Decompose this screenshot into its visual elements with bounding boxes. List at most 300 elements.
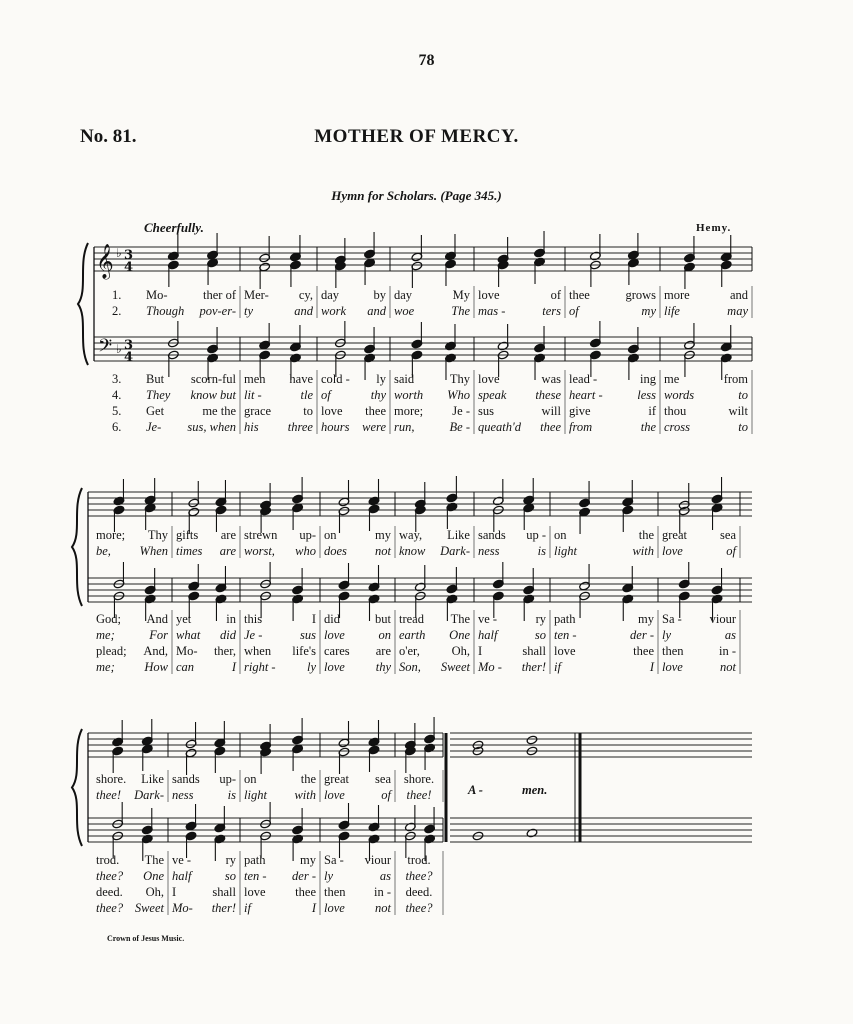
lyric-syllable: tle bbox=[300, 388, 313, 402]
lyric-measure bbox=[394, 288, 470, 303]
lyric-syllable: ten - bbox=[244, 869, 267, 883]
lyric-syllable: life bbox=[664, 304, 680, 318]
lyric-measure bbox=[244, 612, 316, 627]
lyric-syllable: deed. bbox=[405, 885, 433, 899]
lyric-syllable: trod. bbox=[407, 853, 431, 867]
lyric-syllable: ther! bbox=[211, 901, 236, 915]
lyric-syllable: ty bbox=[244, 304, 254, 318]
lyric-syllable: way, bbox=[399, 528, 423, 542]
lyric-syllable: thee? bbox=[405, 869, 433, 883]
lyric-measure bbox=[96, 612, 168, 627]
lyric-syllable: sus bbox=[478, 404, 494, 418]
lyric-measure bbox=[321, 304, 386, 319]
lyric-measure bbox=[96, 885, 164, 900]
lyric-measure bbox=[176, 644, 236, 659]
lyric-syllable: my bbox=[641, 304, 656, 318]
lyric-syllable: Thy bbox=[147, 528, 168, 542]
lyric-measure bbox=[244, 388, 313, 403]
lyric-syllable: thy bbox=[375, 660, 391, 674]
lyric-syllable: more; bbox=[96, 528, 126, 542]
lyric-measure bbox=[96, 528, 168, 543]
lyric-syllable: earth bbox=[399, 628, 426, 642]
lyric-syllable: but bbox=[375, 612, 391, 626]
lyric-syllable: then bbox=[324, 885, 346, 899]
lyric-measure bbox=[244, 869, 316, 884]
lyric-syllable: Mer- bbox=[244, 288, 269, 302]
lyric-syllable: more; bbox=[394, 404, 424, 418]
lyric-measure bbox=[662, 660, 736, 675]
lyric-measure bbox=[244, 885, 316, 900]
lyric-syllable: thee! bbox=[406, 788, 432, 802]
lyric-measure bbox=[662, 628, 736, 643]
page-number: 78 bbox=[418, 52, 435, 69]
lyric-syllable: thee? bbox=[96, 901, 124, 915]
lyric-syllable: speak bbox=[478, 388, 507, 402]
lyric-syllable: give bbox=[569, 404, 591, 418]
lyric-syllable: ly bbox=[662, 628, 672, 642]
lyric-measure bbox=[478, 612, 546, 627]
lyric-measure bbox=[146, 372, 236, 387]
lyric-measure bbox=[321, 404, 386, 419]
lyric-measure bbox=[146, 404, 236, 419]
lyric-measure bbox=[399, 544, 470, 559]
lyric-measure bbox=[478, 628, 546, 643]
lyric-syllable: thee? bbox=[405, 901, 433, 915]
lyric-syllable: great bbox=[324, 772, 349, 786]
lyric-measure bbox=[176, 528, 236, 543]
lyric-measure bbox=[321, 288, 386, 303]
lyric-syllable: The bbox=[451, 304, 470, 318]
lyric-syllable: day bbox=[321, 288, 340, 302]
lyric-syllable: Like bbox=[141, 772, 164, 786]
lyric-syllable: is bbox=[537, 544, 546, 558]
lyric-measure bbox=[96, 660, 168, 675]
lyric-measure bbox=[662, 528, 736, 543]
lyric-syllable: scorn-ful bbox=[190, 372, 236, 386]
composer-name: Hemy. bbox=[696, 222, 732, 234]
lyric-measure bbox=[96, 628, 168, 643]
lyric-syllable: Sa - bbox=[662, 612, 682, 626]
bass-clef-icon: 𝄢 bbox=[98, 336, 113, 361]
lyric-syllable: will bbox=[541, 404, 561, 418]
lyric-syllable: My bbox=[452, 288, 470, 302]
lyric-syllable: by bbox=[373, 288, 386, 302]
lyric-syllable: did bbox=[324, 612, 340, 626]
lyric-syllable: ve - bbox=[478, 612, 498, 626]
lyric-syllable: of bbox=[726, 544, 736, 558]
lyric-measure bbox=[172, 853, 236, 868]
lyric-syllable: less bbox=[637, 388, 656, 402]
lyric-syllable: sands bbox=[478, 528, 506, 542]
lyric-syllable: thee bbox=[365, 404, 386, 418]
lyric-syllable: with bbox=[294, 788, 316, 802]
lyric-syllable: from bbox=[723, 372, 748, 386]
lyric-syllable: I bbox=[311, 612, 316, 626]
lyric-syllable: and bbox=[294, 304, 313, 318]
lyric-syllable: Though bbox=[146, 304, 185, 318]
lyric-syllable: tread bbox=[399, 612, 424, 626]
lyric-measure bbox=[569, 304, 656, 319]
lyric-measure bbox=[394, 372, 470, 387]
lyric-syllable: Be - bbox=[449, 420, 470, 434]
lyric-measure bbox=[96, 544, 168, 559]
lyric-syllable: Sa - bbox=[324, 853, 344, 867]
lyric-measure bbox=[478, 388, 561, 403]
lyric-syllable: if bbox=[648, 404, 656, 418]
lyric-syllable: as bbox=[379, 869, 391, 883]
lyric-measure bbox=[244, 628, 316, 643]
lyric-syllable: up - bbox=[526, 528, 546, 542]
lyric-syllable: ters bbox=[542, 304, 561, 318]
lyric-measure bbox=[394, 388, 470, 403]
lyric-measure bbox=[176, 612, 236, 627]
lyric-syllable: trod. bbox=[96, 853, 120, 867]
lyric-syllable: Son, bbox=[399, 660, 421, 674]
tempo-marking: Cheerfully. bbox=[144, 220, 204, 235]
lyric-syllable: thee! bbox=[96, 788, 121, 802]
lyric-syllable: run, bbox=[394, 420, 415, 434]
lyric-syllable: Sweet bbox=[440, 660, 470, 674]
lyric-syllable: ther, bbox=[213, 644, 236, 658]
lyric-syllable: der - bbox=[630, 628, 654, 642]
lyric-measure bbox=[394, 404, 470, 419]
lyric-syllable: Je - bbox=[244, 628, 263, 642]
lyric-syllable: were bbox=[362, 420, 386, 434]
lyric-syllable: worst, bbox=[244, 544, 275, 558]
lyric-syllable: of bbox=[550, 288, 561, 302]
lyric-syllable: light bbox=[554, 544, 577, 558]
lyric-measure bbox=[146, 388, 236, 403]
lyric-syllable: ry bbox=[535, 612, 546, 626]
lyric-measure bbox=[478, 372, 561, 387]
lyric-syllable: shall bbox=[212, 885, 236, 899]
lyric-measure bbox=[478, 528, 546, 543]
lyric-measure bbox=[172, 869, 236, 884]
lyric-measure bbox=[244, 304, 313, 319]
lyric-measure bbox=[96, 788, 164, 803]
lyric-syllable: to bbox=[303, 404, 313, 418]
lyric-syllable: Mo- bbox=[176, 644, 198, 658]
lyric-syllable: And, bbox=[143, 644, 168, 658]
lyric-syllable: thee? bbox=[96, 869, 124, 883]
lyric-syllable: three bbox=[287, 420, 313, 434]
lyric-syllable: life's bbox=[292, 644, 316, 658]
lyric-syllable: o'er, bbox=[399, 644, 420, 658]
lyric-measure bbox=[321, 420, 386, 435]
lyric-measure bbox=[244, 420, 313, 435]
lyric-syllable: day bbox=[394, 288, 413, 302]
lyric-syllable: my bbox=[638, 612, 654, 626]
lyric-measure bbox=[96, 644, 168, 659]
system-brace bbox=[78, 243, 88, 365]
lyric-syllable: thy bbox=[370, 388, 386, 402]
lyric-measure bbox=[244, 788, 316, 803]
lyric-measure bbox=[324, 853, 391, 868]
lyric-syllable: are bbox=[220, 528, 236, 542]
lyric-measure bbox=[394, 304, 470, 319]
time-signature: 3 bbox=[124, 338, 134, 353]
lyric-syllable: grace bbox=[244, 404, 272, 418]
lyric-measure bbox=[146, 420, 236, 435]
lyric-syllable: on bbox=[378, 628, 391, 642]
lyric-measure bbox=[244, 901, 316, 916]
lyric-measure bbox=[569, 388, 656, 403]
key-flat-icon: ♭ bbox=[116, 246, 122, 260]
lyric-syllable: sea bbox=[375, 772, 391, 786]
hymn-title: MOTHER OF MERCY. bbox=[314, 126, 519, 147]
lyric-syllable: Je- bbox=[146, 420, 162, 434]
lyric-measure bbox=[478, 544, 546, 559]
lyric-syllable: Sweet bbox=[134, 901, 164, 915]
lyric-measure bbox=[569, 288, 656, 303]
lyric-measure bbox=[244, 544, 316, 559]
lyric-syllable: half bbox=[478, 628, 498, 642]
lyric-syllable: ness bbox=[478, 544, 500, 558]
lyric-syllable: with bbox=[632, 544, 654, 558]
lyric-syllable: the bbox=[640, 420, 656, 434]
time-signature: 4 bbox=[124, 260, 134, 275]
amen-syllable: men. bbox=[522, 783, 548, 797]
lyric-measure bbox=[478, 304, 561, 319]
treble-clef-icon: 𝄞 bbox=[96, 244, 114, 279]
lyric-syllable: as bbox=[724, 628, 736, 642]
lyric-syllable: have bbox=[289, 372, 313, 386]
lyric-syllable: love bbox=[324, 788, 345, 802]
lyric-syllable: ness bbox=[172, 788, 194, 802]
lyric-syllable: One bbox=[449, 628, 470, 642]
lyric-measure bbox=[324, 901, 391, 916]
lyric-measure bbox=[324, 612, 391, 627]
lyric-syllable: One bbox=[143, 869, 164, 883]
lyric-syllable: in bbox=[226, 612, 236, 626]
lyric-syllable: love bbox=[662, 660, 683, 674]
lyric-syllable: if bbox=[244, 901, 251, 915]
lyric-syllable: love bbox=[244, 885, 266, 899]
lyric-measure bbox=[662, 544, 736, 559]
lyric-syllable: love bbox=[324, 901, 345, 915]
verse-number: 5. bbox=[112, 404, 122, 418]
lyric-measure bbox=[244, 644, 316, 659]
lyric-measure bbox=[569, 404, 656, 419]
lyric-syllable: grows bbox=[625, 288, 656, 302]
lyric-syllable: path bbox=[244, 853, 266, 867]
lyric-measure bbox=[244, 853, 316, 868]
lyric-syllable: light bbox=[244, 788, 267, 802]
lyric-syllable: up- bbox=[219, 772, 236, 786]
lyric-syllable: der - bbox=[292, 869, 316, 883]
lyric-measure bbox=[399, 788, 439, 803]
lyric-syllable: are bbox=[219, 544, 236, 558]
lyric-syllable: I bbox=[172, 885, 177, 899]
lyric-syllable: on bbox=[324, 528, 337, 542]
lyric-syllable: viour bbox=[364, 853, 391, 867]
lyric-syllable: my bbox=[375, 528, 391, 542]
lyric-syllable: viour bbox=[709, 612, 736, 626]
lyric-syllable: cy, bbox=[298, 288, 313, 302]
lyric-syllable: me; bbox=[96, 628, 115, 642]
lyric-syllable: queath'd bbox=[478, 420, 521, 434]
lyric-measure bbox=[399, 612, 470, 627]
lyric-measure bbox=[399, 853, 439, 868]
lyric-syllable: woe bbox=[394, 304, 415, 318]
lyric-measure bbox=[478, 404, 561, 419]
lyric-measure bbox=[324, 660, 391, 675]
lyric-syllable: sus, when bbox=[187, 420, 236, 434]
lyric-syllable: Thy bbox=[449, 372, 470, 386]
lyric-measure bbox=[244, 660, 316, 675]
lyric-syllable: words bbox=[664, 388, 695, 402]
lyric-syllable: ly bbox=[306, 660, 316, 674]
lyric-measure bbox=[554, 644, 654, 659]
lyric-measure bbox=[478, 420, 561, 435]
lyric-measure bbox=[399, 885, 439, 900]
lyric-syllable: the bbox=[300, 772, 316, 786]
lyric-syllable: The bbox=[144, 853, 164, 867]
verse-number: 6. bbox=[112, 420, 122, 434]
lyric-measure bbox=[172, 885, 236, 900]
lyric-syllable: love bbox=[554, 644, 576, 658]
lyric-syllable: Dark- bbox=[440, 544, 470, 558]
lyric-syllable: to bbox=[738, 420, 748, 434]
time-signature: 3 bbox=[124, 248, 134, 263]
lyric-measure bbox=[244, 372, 313, 387]
lyric-syllable: great bbox=[662, 528, 687, 542]
lyric-syllable: of bbox=[321, 388, 331, 402]
lyric-syllable: what bbox=[176, 628, 201, 642]
lyric-measure bbox=[399, 528, 470, 543]
lyric-syllable: love bbox=[478, 372, 500, 386]
lyric-measure bbox=[478, 288, 561, 303]
lyric-syllable: I bbox=[478, 644, 483, 658]
lyric-syllable: me the bbox=[202, 404, 236, 418]
lyric-syllable: deed. bbox=[96, 885, 123, 899]
lyric-syllable: Mo- bbox=[146, 288, 168, 302]
lyric-syllable: on bbox=[244, 772, 257, 786]
lyric-syllable: my bbox=[300, 853, 316, 867]
lyric-measure bbox=[399, 644, 470, 659]
lyric-syllable: more bbox=[664, 288, 690, 302]
lyric-syllable: sus bbox=[300, 628, 316, 642]
lyric-syllable: be, bbox=[96, 544, 111, 558]
lyric-syllable: love bbox=[662, 544, 683, 558]
lyric-syllable: wilt bbox=[728, 404, 748, 418]
lyric-measure bbox=[664, 404, 748, 419]
lyric-syllable: in - bbox=[718, 644, 736, 658]
lyric-measure bbox=[554, 628, 654, 643]
lyric-measure bbox=[662, 644, 736, 659]
lyric-measure bbox=[554, 528, 654, 543]
lyric-measure bbox=[324, 544, 391, 559]
lyric-syllable: When bbox=[139, 544, 168, 558]
lyric-syllable: me; bbox=[96, 660, 115, 674]
lyric-syllable: thee bbox=[569, 288, 590, 302]
lyric-syllable: thee bbox=[295, 885, 316, 899]
lyric-measure bbox=[394, 420, 470, 435]
lyric-syllable: Oh, bbox=[451, 644, 470, 658]
lyric-syllable: shall bbox=[522, 644, 546, 658]
verse-number: 4. bbox=[112, 388, 122, 402]
lyric-measure bbox=[664, 388, 748, 403]
lyric-syllable: on bbox=[554, 528, 567, 542]
lyric-measure bbox=[399, 901, 439, 916]
lyric-syllable: not bbox=[375, 901, 391, 915]
lyric-syllable: lit - bbox=[244, 388, 262, 402]
lyric-syllable: love bbox=[478, 288, 500, 302]
lyric-measure bbox=[554, 544, 654, 559]
verse-number: 3. bbox=[112, 372, 122, 386]
lyric-syllable: in - bbox=[373, 885, 391, 899]
lyric-syllable: Dark- bbox=[134, 788, 164, 802]
lyric-syllable: sands bbox=[172, 772, 200, 786]
lyric-syllable: hours bbox=[321, 420, 350, 434]
lyric-syllable: plead; bbox=[96, 644, 127, 658]
lyric-syllable: ther of bbox=[203, 288, 236, 302]
lyric-measure bbox=[399, 660, 470, 675]
lyric-syllable: And bbox=[146, 612, 168, 626]
lyric-syllable: and bbox=[367, 304, 386, 318]
lyric-syllable: is bbox=[227, 788, 236, 802]
lyric-syllable: if bbox=[554, 660, 561, 674]
lyric-syllable: to bbox=[738, 388, 748, 402]
lyric-measure bbox=[664, 304, 748, 319]
lyric-syllable: the bbox=[638, 528, 654, 542]
lyric-syllable: half bbox=[172, 869, 192, 883]
lyric-measure bbox=[244, 772, 316, 787]
lyric-syllable: men bbox=[244, 372, 266, 386]
lyric-syllable: ve - bbox=[172, 853, 192, 867]
lyric-measure bbox=[664, 420, 748, 435]
lyric-measure bbox=[96, 869, 164, 884]
lyric-syllable: pov-er- bbox=[199, 304, 236, 318]
lyric-syllable: shore. bbox=[96, 772, 127, 786]
lyric-measure bbox=[172, 772, 236, 787]
lyric-syllable: The bbox=[450, 612, 470, 626]
lyric-syllable: ing bbox=[640, 372, 656, 386]
lyric-syllable: ly bbox=[324, 869, 334, 883]
lyric-measure bbox=[176, 660, 236, 675]
lyric-measure bbox=[244, 288, 313, 303]
lyric-syllable: Oh, bbox=[145, 885, 164, 899]
lyric-measure bbox=[478, 660, 546, 675]
lyric-syllable: so bbox=[534, 628, 546, 642]
lyric-measure bbox=[324, 885, 391, 900]
lyric-measure bbox=[478, 644, 546, 659]
lyric-syllable: Who bbox=[447, 388, 470, 402]
lyric-measure bbox=[399, 869, 439, 884]
lyric-measure bbox=[324, 788, 391, 803]
lyric-syllable: ten - bbox=[554, 628, 577, 642]
lyric-syllable: are bbox=[375, 644, 391, 658]
lyric-syllable: from bbox=[569, 420, 593, 434]
hymn-number: No. 81. bbox=[80, 126, 137, 147]
lyric-syllable: these bbox=[535, 388, 561, 402]
lyric-syllable: of bbox=[569, 304, 579, 318]
lyric-syllable: this bbox=[244, 612, 263, 626]
lyric-measure bbox=[244, 404, 313, 419]
lyric-syllable: But bbox=[146, 372, 165, 386]
lyric-syllable: not bbox=[375, 544, 391, 558]
lyric-syllable: For bbox=[149, 628, 168, 642]
lyric-syllable: right - bbox=[244, 660, 276, 674]
lyric-syllable: cross bbox=[664, 420, 690, 434]
lyric-syllable: when bbox=[244, 644, 272, 658]
lyric-syllable: Mo- bbox=[172, 901, 193, 915]
lyric-measure bbox=[569, 420, 656, 435]
lyric-measure bbox=[176, 544, 236, 559]
lyric-measure bbox=[554, 612, 654, 627]
lyric-syllable: I bbox=[231, 660, 236, 674]
lyric-syllable: did bbox=[220, 628, 236, 642]
